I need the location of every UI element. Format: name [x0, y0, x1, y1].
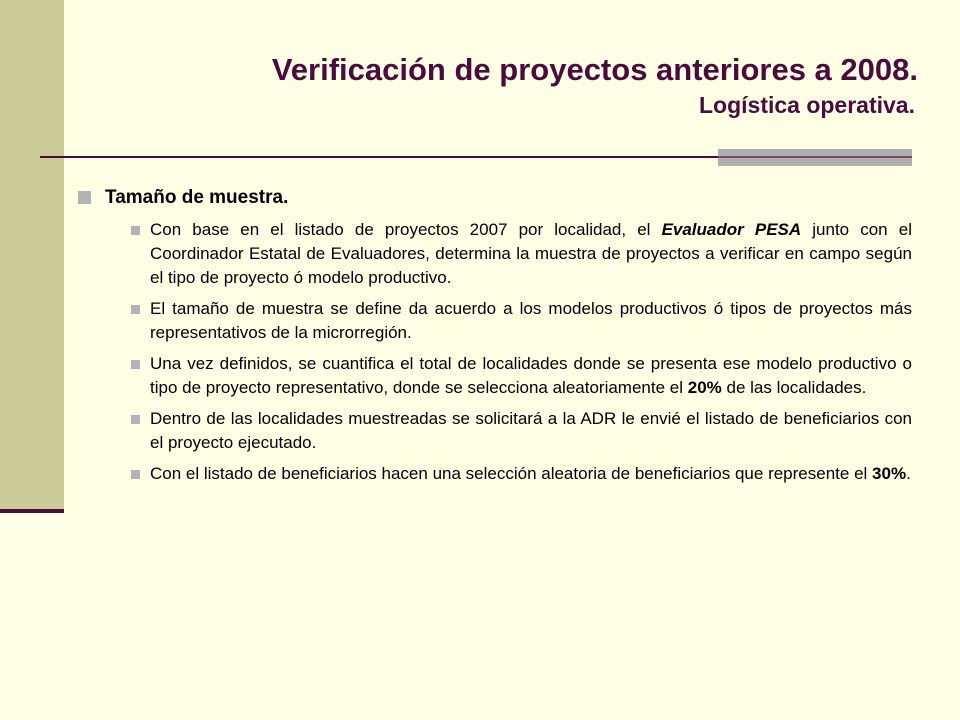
title-rule — [40, 156, 718, 158]
list-item-text: Una vez definidos, se cuantifica el total de localidades donde se presenta ese modelo productivo o tipo de proyecto representativo, donde se selecciona aleatoriamente el 20% de las localidades. — [150, 354, 912, 397]
list-item — [131, 297, 912, 345]
slide-body — [78, 178, 912, 493]
list-item-text: Con el listado de beneficiarios hacen una selección aleatoria de beneficiarios que represente el 30%. — [150, 464, 911, 483]
bullet-list — [131, 218, 912, 486]
section-heading-text: Tamaño de muestra. — [105, 187, 289, 208]
list-item-text: Con base en el listado de proyectos 2007 por localidad, el Evaluador PESA junto con el Coordinador Estatal de Evaluadores, determina la muestra de proyectos a verificar en campo según el tipo de proyecto ó modelo productivo. — [150, 220, 912, 287]
list-item — [131, 407, 912, 455]
title-subtitle: Logística operativa. — [698, 92, 915, 118]
side-band-decoration — [0, 0, 64, 512]
square-bullet-icon — [131, 415, 140, 424]
square-bullet-icon — [131, 360, 140, 369]
square-bullet-icon — [78, 191, 91, 204]
square-bullet-icon — [131, 305, 140, 314]
list-item — [131, 462, 912, 486]
square-bullet-icon — [131, 470, 140, 479]
list-item-text: El tamaño de muestra se define da acuerdo a los modelos productivos ó tipos de proyectos más representativos de la microrregión. — [150, 299, 912, 342]
slide-title — [135, 50, 918, 120]
list-item — [131, 352, 912, 400]
title-main: Verificación de proyectos anteriores a 2008. — [271, 52, 918, 87]
section-heading — [78, 178, 912, 218]
side-band-underline — [0, 509, 64, 513]
list-item — [131, 218, 912, 290]
title-rule-accent-line — [718, 156, 912, 158]
list-item-text: Dentro de las localidades muestreadas se solicitará a la ADR le envié el listado de beneficiarios con el proyecto ejecutado. — [150, 409, 912, 452]
square-bullet-icon — [131, 226, 140, 235]
